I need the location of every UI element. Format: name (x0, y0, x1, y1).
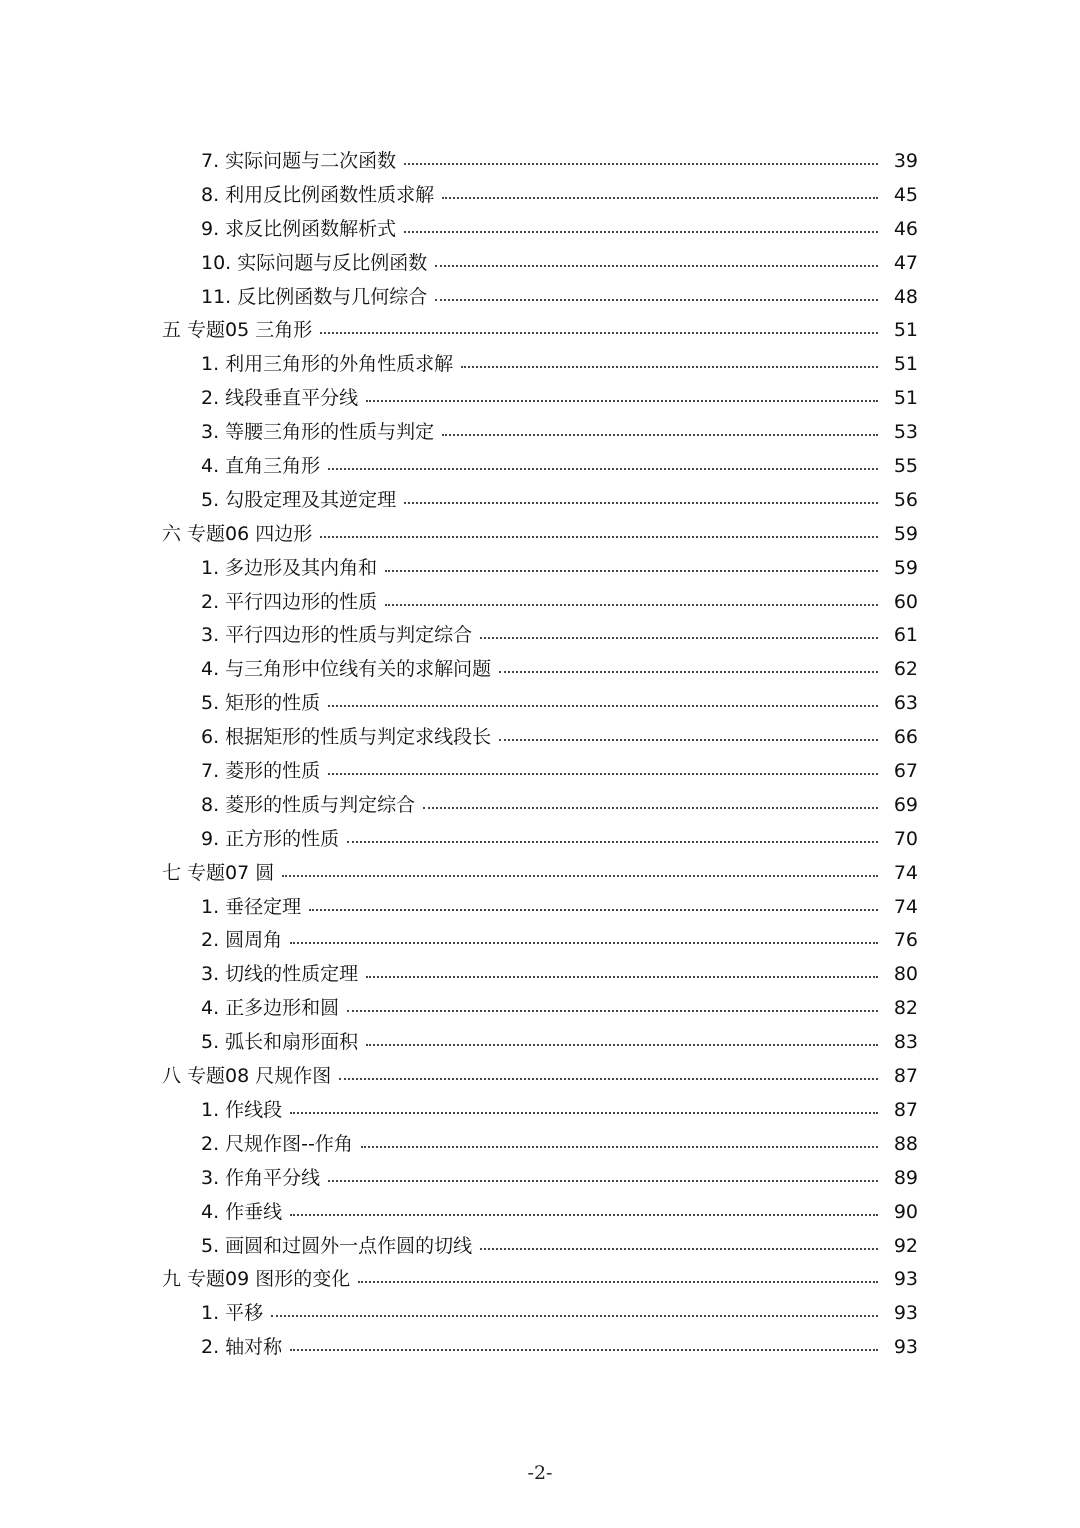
toc-entry-title: 3. 等腰三角形的性质与判定 (201, 421, 435, 444)
toc-entry-title: 4. 作垂线 (201, 1200, 283, 1223)
dot-leader (480, 1248, 878, 1250)
toc-entry-title: 2. 圆周角 (201, 929, 283, 952)
toc-entry-page-number: 82 (893, 997, 918, 1020)
toc-section-entry[interactable] (0, 891, 1080, 925)
dot-leader (320, 332, 878, 334)
dot-leader (347, 1010, 878, 1012)
toc-entry-title: 5. 画圆和过圆外一点作圆的切线 (201, 1234, 473, 1257)
dot-leader (404, 163, 878, 165)
toc-entry-page-number: 89 (893, 1166, 918, 1189)
toc-section-entry[interactable] (0, 416, 1080, 450)
toc-chapter-entry[interactable] (0, 857, 1080, 891)
dot-leader (282, 875, 878, 877)
toc-section-entry[interactable] (0, 958, 1080, 992)
toc-entry-title: 1. 利用三角形的外角性质求解 (201, 353, 454, 376)
toc-section-entry[interactable] (0, 247, 1080, 281)
toc-section-entry[interactable] (0, 1128, 1080, 1162)
toc-entry-title: 2. 平行四边形的性质 (201, 590, 378, 613)
toc-entry-page-number: 93 (893, 1268, 918, 1291)
toc-entry-page-number: 92 (893, 1234, 918, 1257)
toc-section-entry[interactable] (0, 1331, 1080, 1365)
toc-entry-title: 10. 实际问题与反比例函数 (201, 251, 428, 274)
toc-entry-title: 2. 轴对称 (201, 1336, 283, 1359)
toc-entry-page-number: 80 (893, 963, 918, 986)
dot-leader (423, 807, 878, 809)
dot-leader (499, 739, 878, 741)
toc-entry-page-number: 88 (893, 1132, 918, 1155)
dot-leader (361, 1146, 878, 1148)
toc-section-entry[interactable] (0, 484, 1080, 518)
dot-leader (366, 976, 878, 978)
toc-entry-title: 2. 线段垂直平分线 (201, 387, 359, 410)
dot-leader (290, 1112, 878, 1114)
toc-entry-title: 7. 菱形的性质 (201, 760, 321, 783)
toc-entry-title: 六 专题06 四边形 (162, 522, 313, 545)
toc-chapter-entry[interactable] (0, 518, 1080, 552)
dot-leader (328, 1180, 878, 1182)
dot-leader (366, 400, 878, 402)
dot-leader (320, 536, 878, 538)
toc-entry-title: 6. 根据矩形的性质与判定求线段长 (201, 726, 492, 749)
toc-entry-page-number: 45 (893, 183, 918, 206)
toc-entry-title: 五 专题05 三角形 (162, 319, 313, 342)
toc-entry-title: 11. 反比例函数与几何综合 (201, 285, 428, 308)
dot-leader (290, 942, 878, 944)
toc-entry-title: 4. 与三角形中位线有关的求解问题 (201, 658, 492, 681)
dot-leader (347, 841, 878, 843)
toc-entry-title: 9. 正方形的性质 (201, 827, 340, 850)
toc-section-entry[interactable] (0, 1230, 1080, 1264)
dot-leader (385, 570, 878, 572)
toc-entry-page-number: 93 (893, 1302, 918, 1325)
toc-entry-title: 4. 直角三角形 (201, 455, 321, 478)
toc-section-entry[interactable] (0, 789, 1080, 823)
dot-leader (358, 1281, 878, 1283)
toc-section-entry[interactable] (0, 348, 1080, 382)
dot-leader (290, 1214, 878, 1216)
dot-leader (309, 909, 878, 911)
toc-entry-title: 3. 作角平分线 (201, 1166, 321, 1189)
toc-section-entry[interactable] (0, 281, 1080, 315)
toc-section-entry[interactable] (0, 145, 1080, 179)
toc-section-entry[interactable] (0, 1094, 1080, 1128)
toc-section-entry[interactable] (0, 552, 1080, 586)
dot-leader (499, 671, 878, 673)
toc-section-entry[interactable] (0, 924, 1080, 958)
toc-section-entry[interactable] (0, 1162, 1080, 1196)
toc-section-entry[interactable] (0, 586, 1080, 620)
toc-entry-title: 3. 平行四边形的性质与判定综合 (201, 624, 473, 647)
toc-entry-page-number: 66 (893, 726, 918, 749)
toc-entry-page-number: 39 (893, 150, 918, 172)
dot-leader (461, 366, 878, 368)
page-number: -2- (527, 1462, 553, 1484)
toc-entry-page-number: 46 (893, 217, 918, 240)
toc-entry-title: 1. 平移 (201, 1302, 264, 1325)
toc-entry-page-number: 93 (893, 1336, 918, 1359)
toc-entry-page-number: 69 (893, 793, 918, 816)
toc-chapter-entry[interactable] (0, 314, 1080, 348)
dot-leader (435, 265, 878, 267)
toc-entry-page-number: 59 (893, 522, 918, 545)
toc-entry-page-number: 60 (893, 590, 918, 613)
dot-leader (328, 468, 878, 470)
toc-section-entry[interactable] (0, 1297, 1080, 1331)
dot-leader (404, 231, 878, 233)
dot-leader (366, 1044, 878, 1046)
dot-leader (404, 502, 878, 504)
toc-entry-page-number: 48 (893, 285, 918, 308)
toc-section-entry[interactable] (0, 992, 1080, 1026)
toc-entry-page-number: 70 (893, 827, 918, 850)
toc-entry-page-number: 56 (893, 488, 918, 511)
toc-section-entry[interactable] (0, 1196, 1080, 1230)
toc-section-entry[interactable] (0, 619, 1080, 653)
toc-entry-page-number: 47 (893, 251, 918, 274)
toc-section-entry[interactable] (0, 1026, 1080, 1060)
toc-entry-title: 八 专题08 尺规作图 (162, 1065, 332, 1088)
toc-section-entry[interactable] (0, 213, 1080, 247)
dot-leader (480, 637, 878, 639)
toc-entry-title: 九 专题09 图形的变化 (162, 1268, 351, 1291)
toc-entry-title: 4. 正多边形和圆 (201, 997, 340, 1020)
toc-entry-page-number: 51 (893, 319, 918, 342)
dot-leader (385, 604, 878, 606)
toc-entry-page-number: 67 (893, 760, 918, 783)
dot-leader (290, 1349, 878, 1351)
toc-section-entry[interactable] (0, 382, 1080, 416)
toc-entry-page-number: 59 (893, 556, 918, 579)
toc-section-entry[interactable] (0, 687, 1080, 721)
toc-section-entry[interactable] (0, 721, 1080, 755)
table-of-contents (0, 145, 1080, 1365)
toc-entry-title: 1. 多边形及其内角和 (201, 556, 378, 579)
toc-entry-page-number: 53 (893, 421, 918, 444)
dot-leader (328, 773, 878, 775)
dot-leader (328, 705, 878, 707)
toc-entry-page-number: 63 (893, 692, 918, 715)
toc-section-entry[interactable] (0, 653, 1080, 687)
toc-section-entry[interactable] (0, 179, 1080, 213)
toc-section-entry[interactable] (0, 823, 1080, 857)
toc-section-entry[interactable] (0, 755, 1080, 789)
toc-entry-title: 2. 尺规作图--作角 (201, 1132, 353, 1155)
toc-entry-title: 5. 勾股定理及其逆定理 (201, 488, 397, 511)
toc-entry-page-number: 87 (893, 1098, 918, 1121)
toc-entry-title: 七 专题07 圆 (162, 861, 275, 884)
dot-leader (435, 299, 878, 301)
toc-entry-title: 5. 矩形的性质 (201, 692, 321, 715)
toc-entry-title: 3. 切线的性质定理 (201, 963, 359, 986)
toc-entry-page-number: 61 (893, 624, 918, 647)
toc-entry-page-number: 76 (893, 929, 918, 952)
toc-entry-title: 1. 作线段 (201, 1098, 283, 1121)
toc-section-entry[interactable] (0, 450, 1080, 484)
dot-leader (339, 1078, 878, 1080)
toc-chapter-entry[interactable] (0, 1263, 1080, 1297)
dot-leader (442, 434, 878, 436)
dot-leader (271, 1315, 878, 1317)
toc-entry-title: 8. 利用反比例函数性质求解 (201, 183, 435, 206)
toc-entry-page-number: 74 (893, 861, 918, 884)
toc-chapter-entry[interactable] (0, 1060, 1080, 1094)
toc-entry-page-number: 87 (893, 1065, 918, 1088)
toc-entry-title: 7. 实际问题与二次函数 (201, 150, 397, 172)
toc-entry-title: 5. 弧长和扇形面积 (201, 1031, 359, 1054)
toc-entry-title: 8. 菱形的性质与判定综合 (201, 793, 416, 816)
toc-entry-page-number: 55 (893, 455, 918, 478)
toc-entry-title: 9. 求反比例函数解析式 (201, 217, 397, 240)
dot-leader (442, 197, 878, 199)
toc-entry-page-number: 51 (893, 387, 918, 410)
toc-entry-page-number: 51 (893, 353, 918, 376)
toc-entry-page-number: 90 (893, 1200, 918, 1223)
toc-entry-title: 1. 垂径定理 (201, 895, 302, 918)
toc-entry-page-number: 74 (893, 895, 918, 918)
toc-entry-page-number: 62 (893, 658, 918, 681)
toc-entry-page-number: 83 (893, 1031, 918, 1054)
